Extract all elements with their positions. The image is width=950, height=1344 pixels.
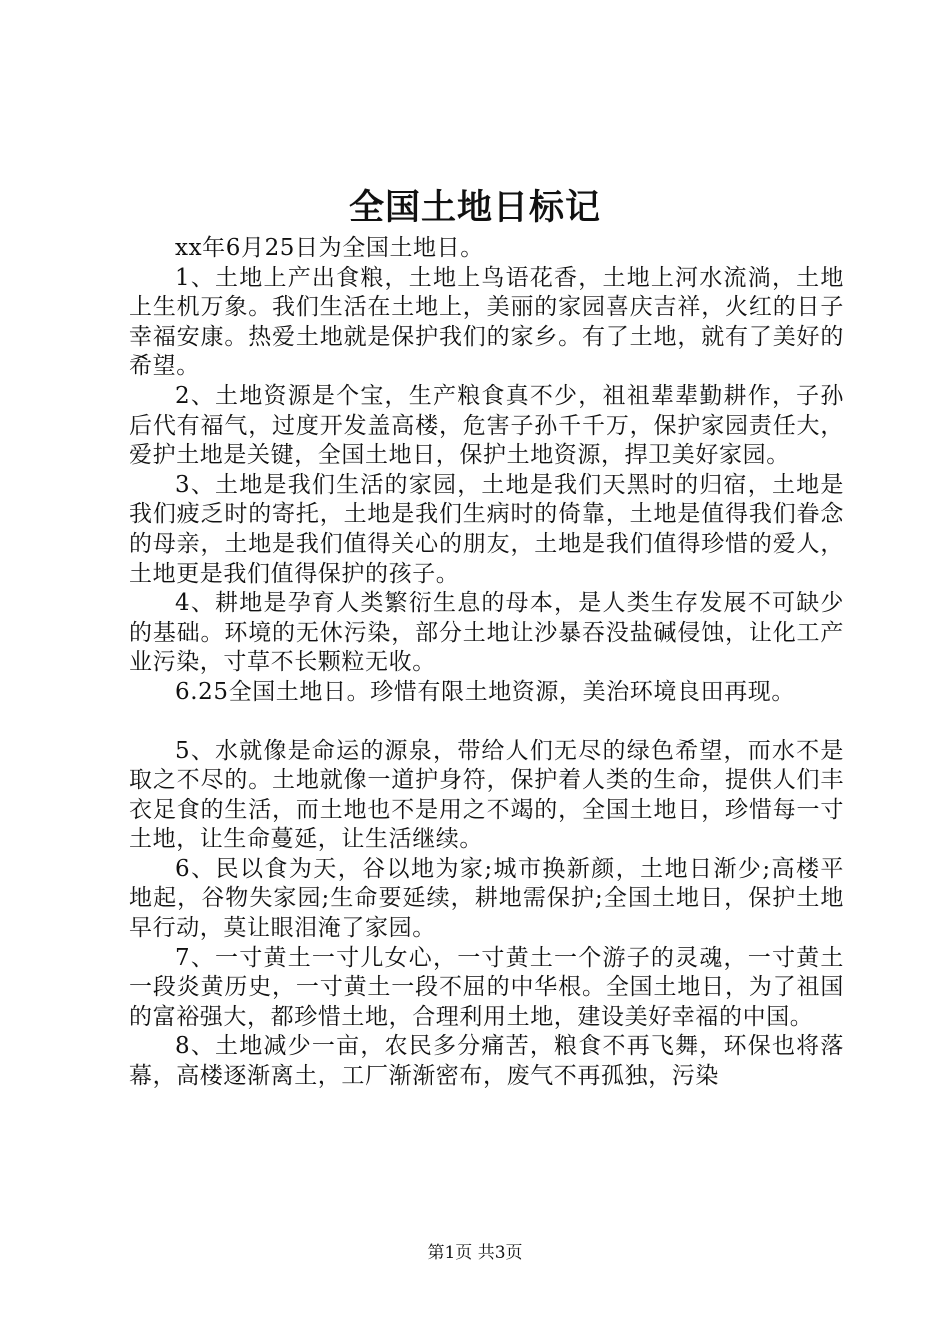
page-number-footer: 第1页 共3页 xyxy=(427,1243,523,1263)
paragraph-3: 3、土地是我们生活的家园，土地是我们天黑时的归宿，土地是我们疲乏时的寄托，土地是我们生病时的倚靠，土地是值得我们眷念的母亲，土地是我们值得关心的朋友，土地是我们值得珍惜的爱人，土地更是我们值得保护的孩子。 xyxy=(129,471,844,587)
paragraph-1: 1、土地上产出食粮，土地上鸟语花香，土地上河水流淌，土地上生机万象。我们生活在土地上，美丽的家园喜庆吉祥，火红的日子幸福安康。热爱土地就是保护我们的家乡。有了土地，就有了美好的希望。 xyxy=(129,264,844,380)
paragraph-slogan: 6.25全国土地日。珍惜有限土地资源，美治环境良田再现。 xyxy=(175,678,796,705)
paragraph-2: 2、土地资源是个宝，生产粮食真不少，祖祖辈辈勤耕作，子孙后代有福气，过度开发盖高楼，危害子孙千千万，保护家园责任大，爱护土地是关键，全国土地日，保护土地资源，捍卫美好家园。 xyxy=(129,382,844,469)
document-title: 全国土地日标记 xyxy=(348,187,601,228)
paragraph-4: 4、耕地是孕育人类繁衍生息的母本，是人类生存发展不可缺少的基础。环境的无休污染，部分土地让沙暴吞没盐碱侵蚀，让化工产业污染，寸草不长颗粒无收。 xyxy=(129,590,844,676)
paragraph-8: 8、土地减少一亩，农民多分痛苦，粮食不再飞舞，环保也将落幕，高楼逐渐离土，工厂渐渐密布，废气不再孤独，污染 xyxy=(129,1033,844,1090)
document-body xyxy=(129,234,844,1092)
paragraph-5: 5、水就像是命运的源泉，带给人们无尽的绿色希望，而水不是取之不尽的。土地就像一道护身符，保护着人类的生命，提供人们丰衣足食的生活，而土地也不是用之不竭的，全国土地日，珍惜每一寸土地，让生命蔓延，让生活继续。 xyxy=(129,737,844,853)
paragraph-7: 7、一寸黄土一寸儿女心，一寸黄土一个游子的灵魂，一寸黄土一段炎黄历史，一寸黄土一段不屈的中华根。全国土地日，为了祖国的富裕强大，都珍惜土地，合理利用土地，建设美好幸福的中国。 xyxy=(129,944,844,1030)
paragraph-6: 6、民以食为天，谷以地为家;城市换新颜，土地日渐少;高楼平地起，谷物失家园;生命要延续，耕地需保护;全国土地日，保护土地早行动，莫让眼泪淹了家园。 xyxy=(129,855,844,942)
paragraph-date: xx年6月25日为全国土地日。 xyxy=(175,235,484,261)
